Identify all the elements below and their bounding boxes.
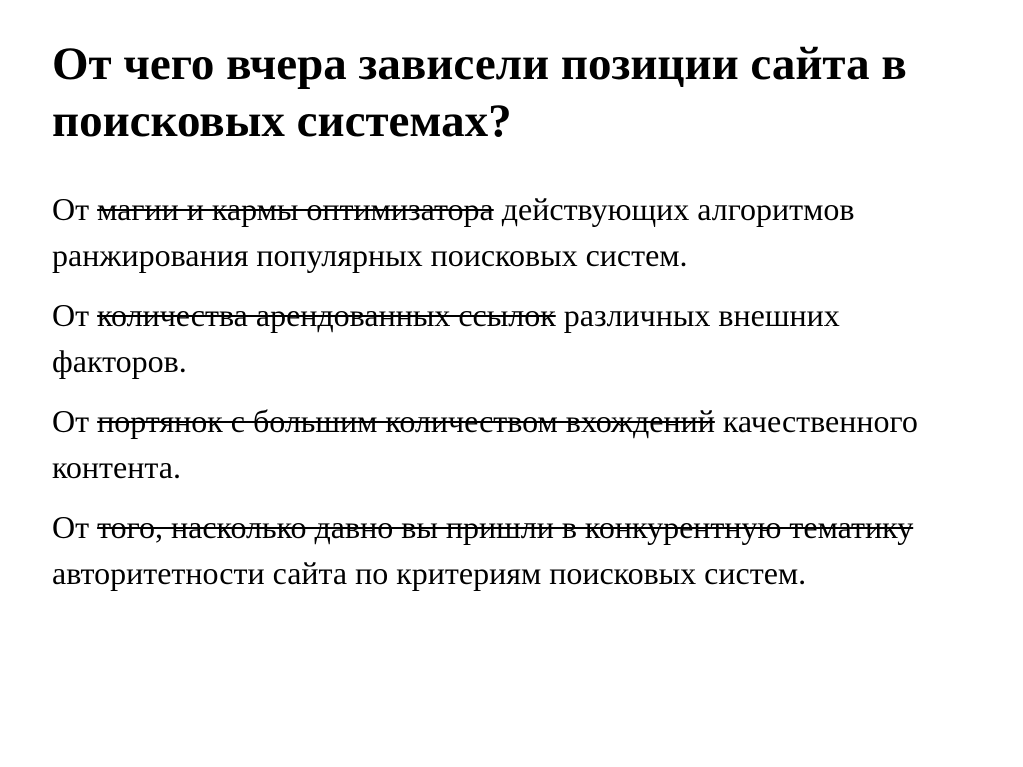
struck-text: магии и кармы оптимизатора bbox=[97, 191, 494, 227]
paragraph bbox=[52, 398, 972, 490]
struck-text: того, насколько давно вы пришли в конкурентную тематику bbox=[97, 509, 914, 545]
slide-title: От чего вчера зависели позиции сайта в поисковых системах? bbox=[52, 38, 907, 147]
paragraph-text: качественного контента. bbox=[52, 403, 918, 485]
paragraph-prefix: От bbox=[52, 297, 90, 333]
paragraph-prefix: От bbox=[52, 403, 90, 439]
paragraph bbox=[52, 292, 972, 384]
paragraph-text: различных внешних факторов. bbox=[52, 297, 840, 379]
struck-text: портянок с большим количеством вхождений bbox=[97, 403, 715, 439]
paragraph-text: авторитетности сайта по критериям поисковых систем. bbox=[52, 555, 807, 591]
paragraph-text: действующих алгоритмов ранжирования популярных поисковых систем. bbox=[52, 191, 855, 273]
paragraph-prefix: От bbox=[52, 191, 90, 227]
struck-text: количества арендованных ссылок bbox=[97, 297, 556, 333]
paragraph bbox=[52, 186, 972, 278]
paragraph bbox=[52, 504, 972, 596]
paragraph-prefix: От bbox=[52, 509, 90, 545]
slide-body bbox=[52, 186, 972, 610]
